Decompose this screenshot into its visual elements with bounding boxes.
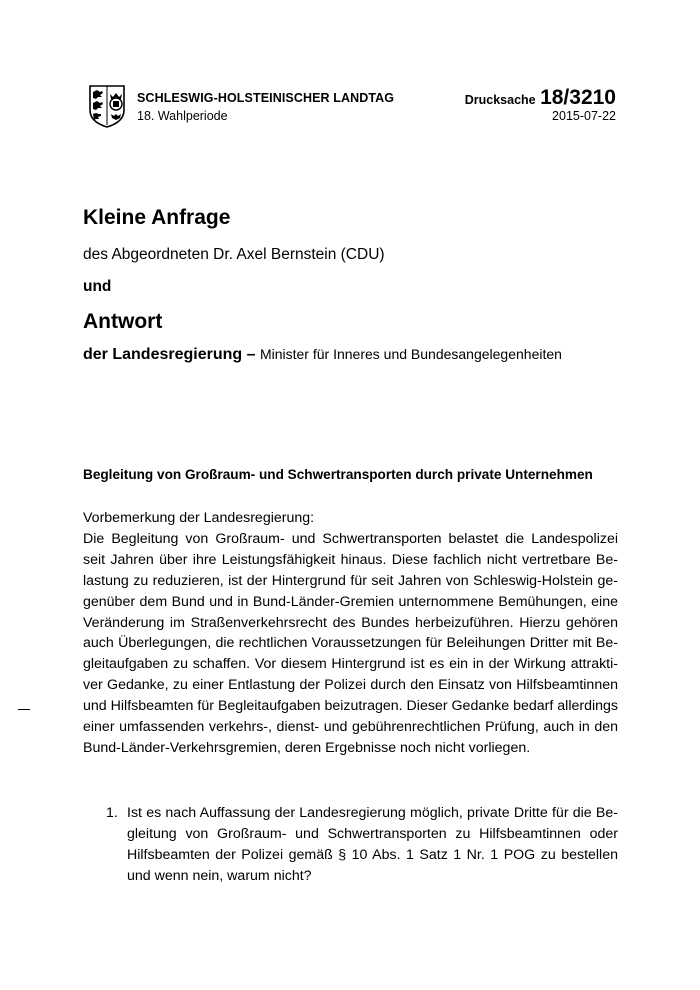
preamble-line: und Hilfsbeamten für Begleitaufgaben beizutragen. Dieser Gedanke bedarf allerdings	[83, 698, 618, 715]
preamble-paragraph	[83, 508, 618, 759]
question-line: Hilfsbeamten der Polizei gemäß § 10 Abs. 1 Satz 1 Nr. 1 POG zu bestellen	[127, 846, 618, 863]
conjunction-und: und	[83, 278, 112, 295]
responder-government: der Landesregierung	[83, 346, 243, 363]
question-line: gleitung von Großraum- und Schwertransporten zu Hilfsbeamtinnen oder	[127, 825, 618, 842]
margin-mark	[18, 709, 30, 710]
heading-antwort: Antwort	[83, 310, 163, 333]
question-line: und wenn nein, warum nicht?	[127, 867, 312, 884]
preamble-line: Vorbemerkung der Landesregierung:	[83, 510, 315, 526]
document-number	[465, 86, 616, 110]
heading-kleine-anfrage: Kleine Anfrage	[83, 206, 231, 229]
document-date: 2015-07-22	[552, 109, 616, 123]
preamble-line: Die Begleitung von Großraum- und Schwertransporten belastet die Landespolizei	[83, 530, 618, 547]
document-number-label: Drucksache	[464, 93, 536, 107]
question-text	[127, 803, 618, 887]
preamble-line: gleitaufgaben zu schaffen. Vor diesem Hintergrund ist es ein in der Wirkung attrakti-	[83, 656, 618, 673]
preamble-line: genüber dem Bund und in Bund-Länder-Gremien unternommene Bemühungen, eine	[83, 593, 618, 610]
legislative-period: 18. Wahlperiode	[137, 109, 228, 123]
preamble-line: auch Überlegungen, die rechtlichen Voraussetzungen für Beleihungen Dritter mit Be-	[83, 635, 618, 652]
asker-line: des Abgeordneten Dr. Axel Bernstein (CDU)	[83, 246, 385, 263]
document-number-value: 18/3210	[540, 86, 616, 109]
subject-heading: Begleitung von Großraum- und Schwertransporten durch private Unternehmen	[83, 467, 593, 482]
question-line: Ist es nach Auffassung der Landesregierung möglich, private Dritte für die Be-	[127, 805, 618, 821]
preamble-line: ver Gedanke, zu einer Entlastung der Polizei durch den Einsatz von Hilfsbeamtinnen	[83, 677, 618, 694]
responder-minister: Minister für Inneres und Bundesangelegenheiten	[259, 346, 562, 362]
question-number: 1.	[106, 805, 118, 821]
question-item	[106, 803, 618, 887]
preamble-line: seit Jahren über ihre Leistungsfähigkeit hinaus. Diese fachlich nicht vertretbare Be-	[83, 551, 618, 568]
coat-of-arms-icon	[88, 84, 126, 128]
responder-dash: –	[242, 346, 260, 363]
responder-line	[83, 346, 562, 364]
preamble-line: lastung zu reduzieren, ist der Hintergrund für seit Jahren von Schleswig-Holstein ge-	[83, 572, 618, 589]
preamble-line: einer umfassenden verkehrs-, dienst- und gebührenrechtlichen Prüfung, auch in den	[83, 719, 618, 736]
parliament-name: SCHLESWIG-HOLSTEINISCHER LANDTAG	[137, 91, 395, 105]
preamble-line: Bund-Länder-Verkehrsgremien, deren Ergebnisse noch nicht vorliegen.	[83, 739, 531, 756]
preamble-line: Veränderung im Straßenverkehrsrecht des Bundes herbeizuführen. Hierzu gehören	[83, 614, 618, 631]
